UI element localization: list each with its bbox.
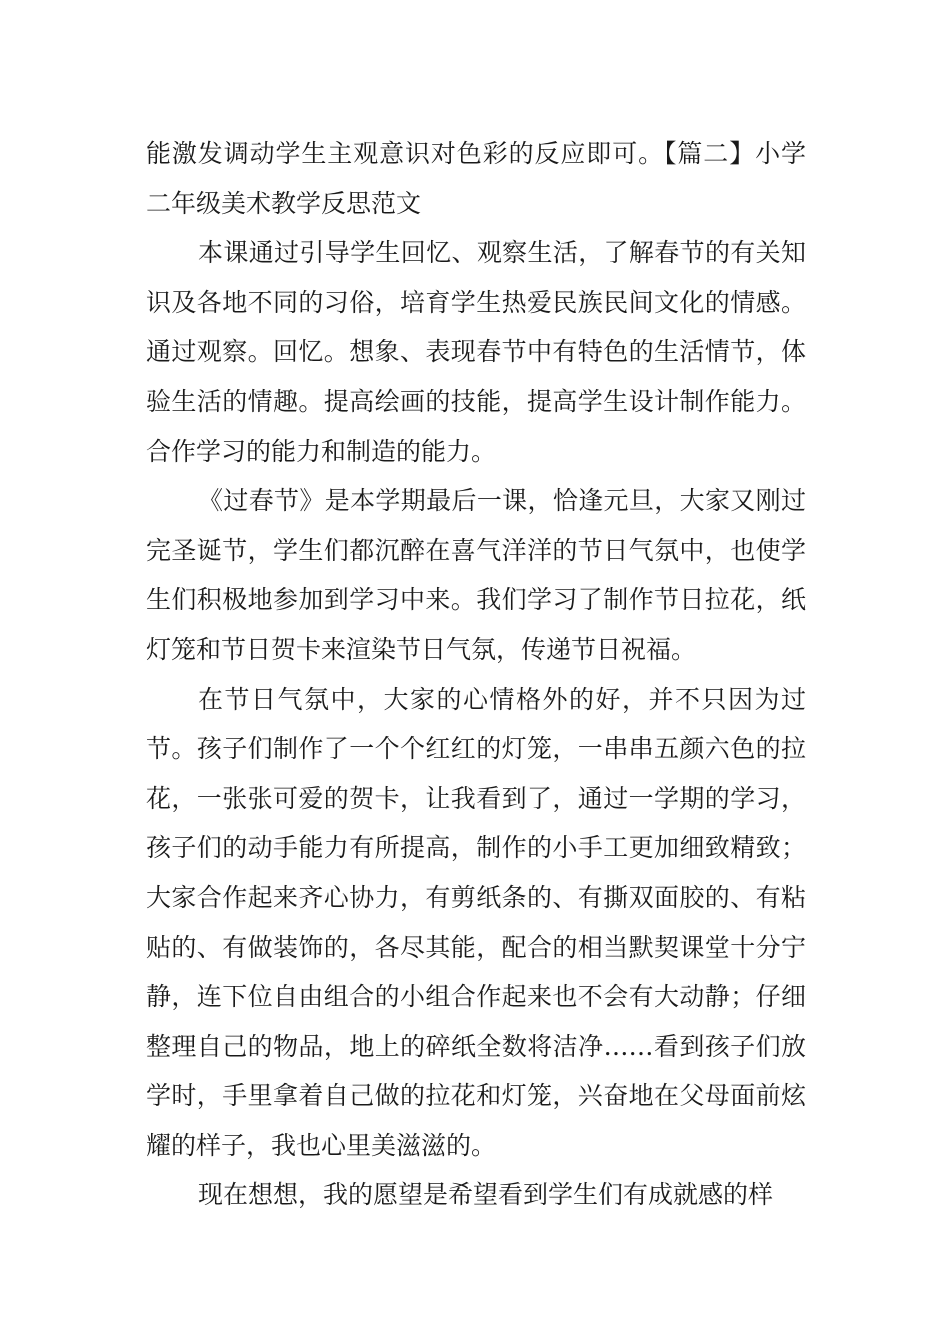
document-body (146, 129, 806, 1220)
paragraph-lesson-goals: 本课通过引导学生回忆、观察生活，了解春节的有关知识及各地不同的习俗，培育学生热爱民族民间文化的情感。通过观察。回忆。想象、表现春节中有特色的生活情节，体验生活的情趣。提高绘画的技能，提高学生设计制作能力。合作学习的能力和制造的能力。 (146, 238, 806, 466)
paragraph-continuation: 能激发调动学生主观意识对色彩的反应即可。【篇二】小学二年级美术教学反思范文 (146, 139, 806, 218)
paragraph-spring-festival: 《过春节》是本学期最后一课，恰逢元旦，大家又刚过完圣诞节，学生们都沉醉在喜气洋洋的节日气氛中，也使学生们积极地参加到学习中来。我们学习了制作节日拉花，纸灯笼和节日贺卡来渲染节日气氛，传递节日祝福。 (146, 486, 806, 664)
paragraph-reflection: 现在想想，我的愿望是希望看到学生们有成就感的样 (198, 1180, 774, 1210)
paragraph-festive-mood: 在节日气氛中，大家的心情格外的好，并不只因为过节。孩子们制作了一个个红红的灯笼，一串串五颜六色的拉花，一张张可爱的贺卡，让我看到了，通过一学期的学习，孩子们的动手能力有所提高，制作的小手工更加细致精致；大家合作起来齐心协力，有剪纸条的、有撕双面胶的、有粘贴的、有做装饰的，各尽其能，配合的相当默契课堂十分宁静，连下位自由组合的小组合作起来也不会有大动静；仔细整理自己的物品，地上的碎纸全数将洁净……看到孩子们放学时，手里拿着自己做的拉花和灯笼，兴奋地在父母面前炫耀的样子，我也心里美滋滋的。 (146, 684, 806, 1160)
